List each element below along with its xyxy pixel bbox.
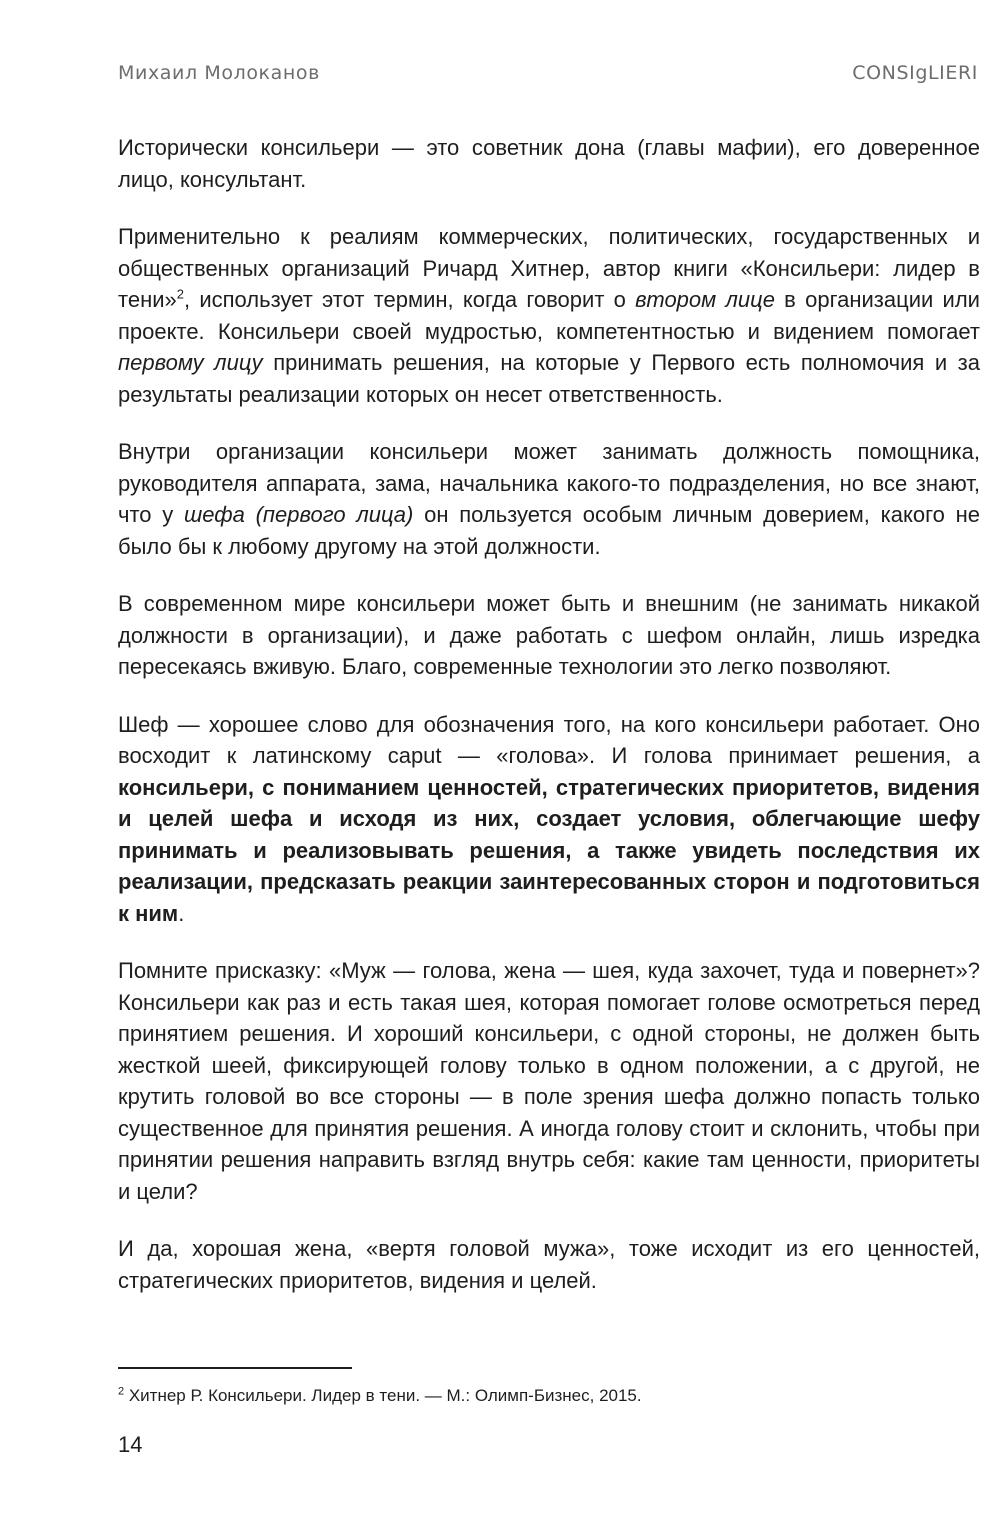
footnote-reference: 2: [176, 286, 184, 302]
paragraph-2-text-b: , использует этот термин, когда говорит о: [183, 287, 636, 312]
paragraph-3-emphasis: шефа (первого лица): [184, 502, 414, 527]
footnote-divider: [118, 1367, 352, 1369]
running-head-author: Михаил Молоканов: [118, 62, 320, 84]
paragraph-3-text-b: он пользуется особым личным доверием, какого не было бы к любому другому на этой должности.: [118, 502, 980, 559]
running-head-book-title: CONSIgLIERI: [852, 62, 978, 84]
page-number: 14: [118, 1432, 143, 1457]
paragraph-2-emphasis-first-person: первому лицу: [118, 350, 263, 375]
paragraph-5-bold-definition: консильери, с пониманием ценностей, стратегических приоритетов, видения и целей шефа и исходя из них, создает условия, облегчающие шефу принимать и реализовывать решения, а также увидеть последствия их реализации, предсказать реакции заинтересованных сторон и подготовиться к ним: [118, 774, 980, 926]
paragraph-2: [118, 221, 980, 410]
paragraph-5: [118, 709, 980, 930]
paragraph-5-text-a: Шеф — хорошее слово для обозначения того, на кого консильери работает. Оно восходит к латинскому caput — «голова». И голова принимает решения, а: [118, 711, 980, 768]
paragraph-3: [118, 436, 980, 562]
paragraph-6: Помните присказку: «Муж — голова, жена — шея, куда захочет, туда и повернет»? Консильери как раз и есть такая шея, которая помогает голове осмотреться перед принятием решения. И хороший консильери, с одной стороны, не должен быть жесткой шеей, фиксирующей голову только в одном положении, а с другой, не крутить головой во все стороны — в поле зрения шефа должно попасть только существенное для принятия решения. А иногда голову стоит и склонить, чтобы при принятии решения направить взгляд внутрь себя: какие там ценности, приоритеты и цели?: [118, 958, 980, 1204]
footnote-marker: 2: [118, 1385, 125, 1398]
footnote: [118, 1384, 642, 1408]
paragraph-5-text-b: .: [178, 900, 185, 926]
paragraph-4: В современном мире консильери может быть и внешним (не занимать никакой должности в организации), и даже работать с шефом онлайн, лишь изредка пересекаясь вживую. Благо, современные технологии это легко позволяют.: [118, 591, 980, 679]
paragraph-2-text-c: в организации или проекте. Консильери своей мудростью, компетентностью и видением помогает: [118, 287, 980, 344]
paragraph-2-emphasis-second-person: втором лице: [635, 287, 775, 312]
paragraph-3-text-a: Внутри организации консильери может занимать должность помощника, руководителя аппарата, зама, начальника какого-то подразделения, но все знают, что у: [118, 439, 980, 527]
paragraph-2-text-d: принимать решения, на которые у Первого есть полномочия и за результаты реализации которых он несет ответственность.: [118, 350, 980, 407]
running-header: [118, 62, 978, 92]
footnote-text: Хитнер Р. Консильери. Лидер в тени. — М.: Олимп-Бизнес, 2015.: [124, 1386, 642, 1405]
paragraph-1: Исторически консильери — это советник дона (главы мафии), его доверенное лицо, консультант.: [118, 135, 980, 192]
body-text: [118, 132, 980, 1322]
paragraph-2-text-a: Применительно к реалиям коммерческих, политических, государственных и общественных организаций Ричард Хитнер, автор книги «Консильери: лидер в тени»: [118, 224, 980, 312]
paragraph-7: И да, хорошая жена, «вертя головой мужа», тоже исходит из его ценностей, стратегических приоритетов, видения и целей.: [118, 1236, 980, 1293]
